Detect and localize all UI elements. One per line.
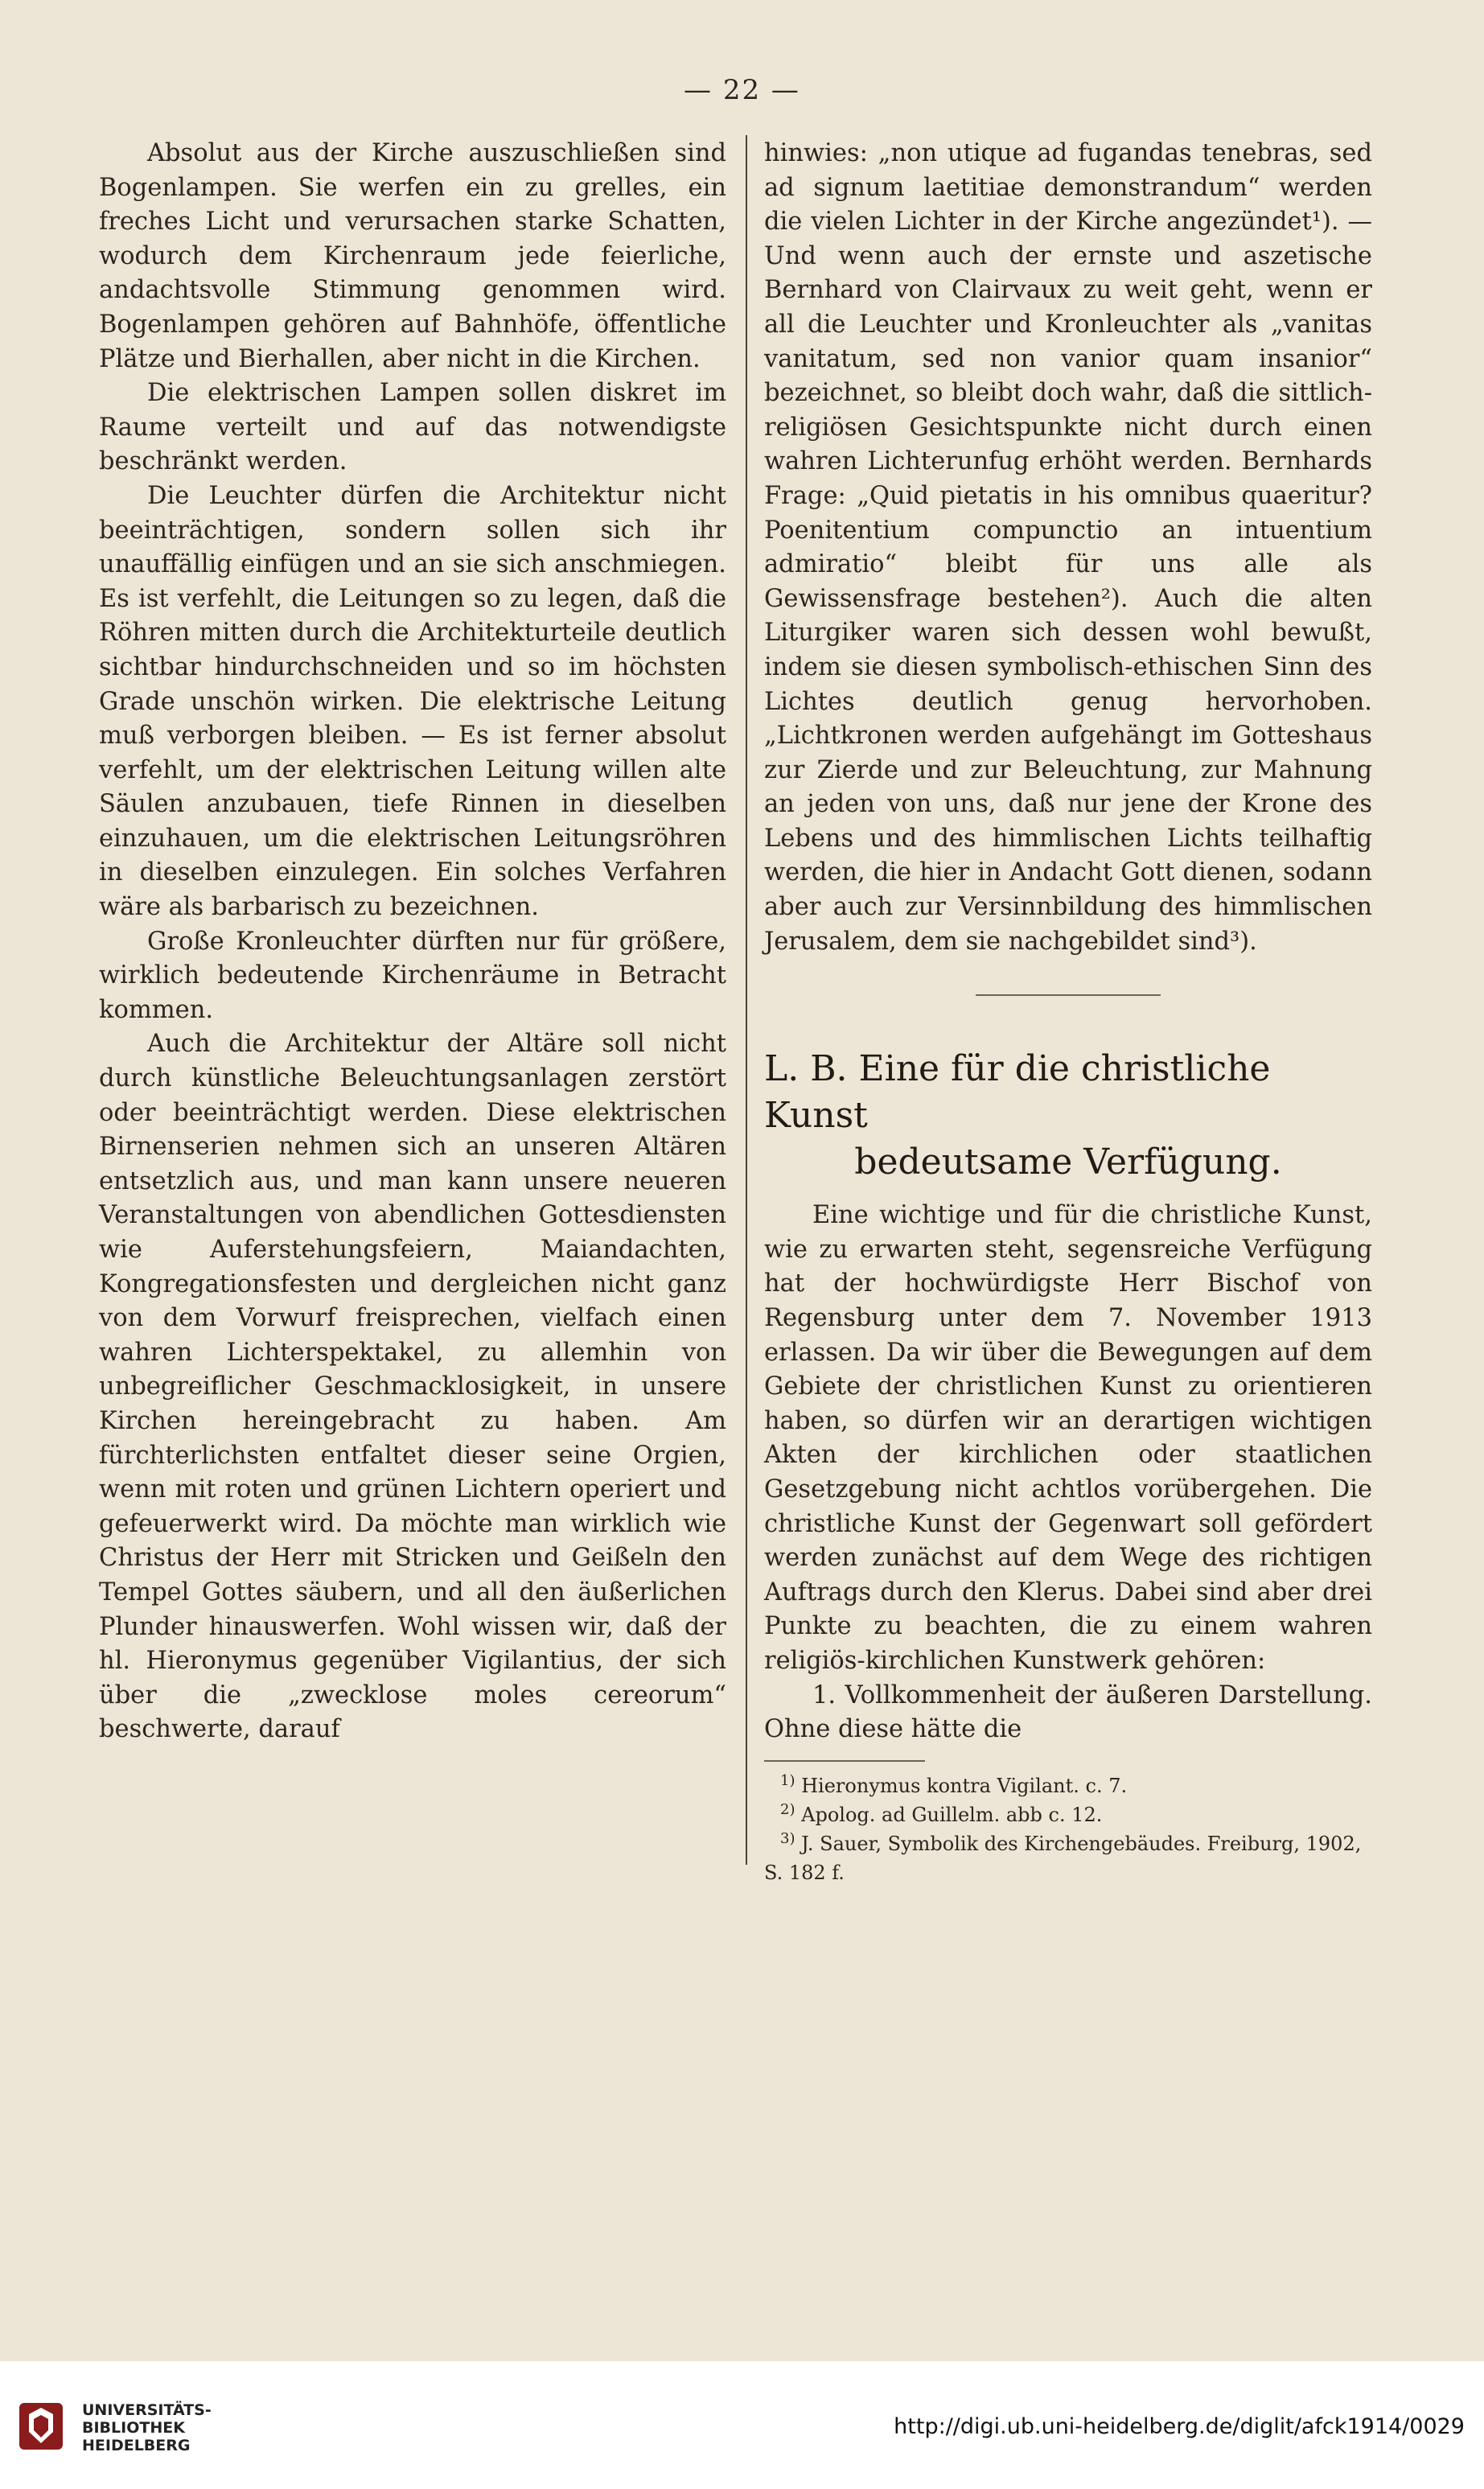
paragraph: Die elektrischen Lampen sollen diskret im Raume verteilt und auf das notwendigste beschränkt werden. bbox=[99, 379, 726, 476]
section-heading: L. B. Eine für die christliche Kunst bbox=[764, 1048, 1271, 1137]
footnote-rule bbox=[764, 1760, 925, 1762]
paragraph: Große Kronleuchter dürften nur für größere, wirklich bedeutende Kirchenräume in Betracht kommen. bbox=[99, 927, 726, 1024]
footnote bbox=[764, 1829, 1372, 1887]
institution-name bbox=[82, 2401, 212, 2454]
institution-line: UNIVERSITÄTS- bbox=[82, 2401, 212, 2419]
university-seal-icon bbox=[16, 2400, 66, 2453]
paragraph: Auch die Architektur der Altäre soll nicht durch künstliche Beleuchtungsanlagen zerstört oder beeinträchtigt werden. Diese elektrischen Birnenserien nehmen sich an unseren Altären entsetzlich aus, und man kann unsere neueren Veranstaltungen von abendlichen Gottesdiensten wie Auferstehungsfeiern, Maiandachten, Kongregationsfesten und dergleichen nicht ganz von dem Vorwurf freisprechen, vielfach einen wahren Lichterspektakel, zu allemhin von unbegreiflicher Geschmacklosigkeit, in unsere Kirchen hereingebracht zu haben. Am fürchterlichsten entfaltet dieser seine Orgien, wenn mit roten und grünen Lichtern operiert und gefeuerwerkt wird. Da möchte man wirklich wie Christus der Herr mit Stricken und Geißeln den Tempel Gottes säubern, und all den äußerlichen Plunder hinauswerfen. Wohl wissen wir, daß der hl. Hieronymus gegenüber Vigilantius, der sich über die „zwecklose moles cereorum“ beschwerte, darauf bbox=[99, 1030, 726, 1744]
paragraph-continuation: hinwies: „non utique ad fugandas tenebras, sed ad signum laetitiae demonstrandum“ werden die vielen Lichter in der Kirche angezündet¹). — Und wenn auch der ernste und aszetische Bernhard von Clairvaux zu weit geht, wenn er all die Leuchter und Kronleuchter als „vanitas vanitatum, sed non vanior quam insanior“ bezeichnet, so bleibt doch wahr, daß die sittlich-religiösen Gesichtspunkte nicht durch einen wahren Lichterunfug erhöht werden. Bernhards Frage: „Quid pietatis in his omnibus quaeritur? Poenitentium compunctio an intuentium admiratio“ bleibt für uns alle als Gewissensfrage bestehen²). Auch die alten Liturgiker waren sich dessen wohl bewußt, indem sie diesen symbolisch-ethischen Sinn des Lichtes deutlich genug hervorhoben. „Lichtkronen werden aufgehängt im Gotteshaus zur Zierde und zur Beleuchtung, zur Mahnung an jeden von uns, daß nur jene der Krone des Lebens und des himmlischen Lichts teilhaftig werden, die hier in Andacht Gott dienen, sodann aber auch zur Versinnbildung des himmlischen Jerusalem, dem sie nachgebildet sind³). bbox=[764, 139, 1372, 956]
section-separator bbox=[976, 994, 1161, 996]
left-column bbox=[99, 137, 726, 1747]
section-heading-continued: bedeutsame Verfügung. bbox=[854, 1142, 1282, 1183]
footnote-mark: 1) bbox=[780, 1771, 795, 1789]
source-url-link[interactable]: http://digi.ub.uni-heidelberg.de/diglit/afck1914/0029 bbox=[894, 2414, 1465, 2439]
footer-bar bbox=[0, 2361, 1484, 2489]
footnote bbox=[764, 1800, 1372, 1829]
right-column bbox=[764, 137, 1372, 1887]
institution-line: HEIDELBERG bbox=[82, 2437, 191, 2454]
institution-line: BIBLIOTHEK bbox=[82, 2419, 185, 2437]
footnote-mark: 2) bbox=[780, 1800, 795, 1818]
column-divider bbox=[746, 135, 747, 1865]
paragraph: Eine wichtige und für die christliche Kunst, wie zu erwarten steht, segensreiche Verfügung hat der hochwürdigste Herr Bischof von Regensburg unter dem 7. November 1913 erlassen. Da wir über die Bewegungen auf dem Gebiete der christlichen Kunst zu orientieren haben, so dürfen wir an derartigen wichtigen Akten der kirchlichen oder staatlichen Gesetzgebung nicht achtlos vorübergehen. Die christliche Kunst der Gegenwart soll gefördert werden zunächst auf dem Wege des richtigen Auftrags durch den Klerus. Dabei sind aber drei Punkte zu beachten, die zu einem wahren religiös-kirchlichen Kunstwerk gehören: bbox=[764, 1201, 1372, 1675]
paragraph: 1. Vollkommenheit der äußeren Darstellung. Ohne diese hätte die bbox=[764, 1681, 1372, 1744]
footnote bbox=[764, 1771, 1372, 1800]
footnote-text: Hieronymus kontra Vigilant. c. 7. bbox=[801, 1774, 1128, 1797]
paragraph: Absolut aus der Kirche auszuschließen sind Bogenlampen. Sie werfen ein zu grelles, ein freches Licht und verursachen starke Schatten, wodurch dem Kirchenraum jede feierliche, andachtsvolle Stimmung genommen wird. Bogenlampen gehören auf Bahnhöfe, öffentliche Plätze und Bierhallen, aber nicht in die Kirchen. bbox=[99, 139, 726, 373]
footnote-mark: 3) bbox=[780, 1829, 795, 1847]
footnote-text: Apolog. ad Guillelm. abb c. 12. bbox=[801, 1803, 1103, 1826]
footnote-text: J. Sauer, Symbolik des Kirchengebäudes. Freiburg, 1902, S. 182 f. bbox=[764, 1832, 1362, 1884]
page-number: — 22 — bbox=[684, 74, 800, 106]
paragraph: Die Leuchter dürfen die Architektur nicht beeinträchtigen, sondern sollen sich ihr unauffällig einfügen und an sie sich anschmiegen. Es ist verfehlt, die Leitungen so zu legen, daß die Röhren mitten durch die Architekturteile deutlich sichtbar hindurchschneiden und so im höchsten Grade unschön wirken. Die elektrische Leitung muß verborgen bleiben. — Es ist ferner absolut verfehlt, um der elektrischen Leitung willen alte Säulen anzubauen, tiefe Rinnen in dieselben einzuhauen, um die elektrischen Leitungsröhren in dieselben einzulegen. Ein solches Verfahren wäre als barbarisch zu bezeichnen. bbox=[99, 481, 726, 922]
